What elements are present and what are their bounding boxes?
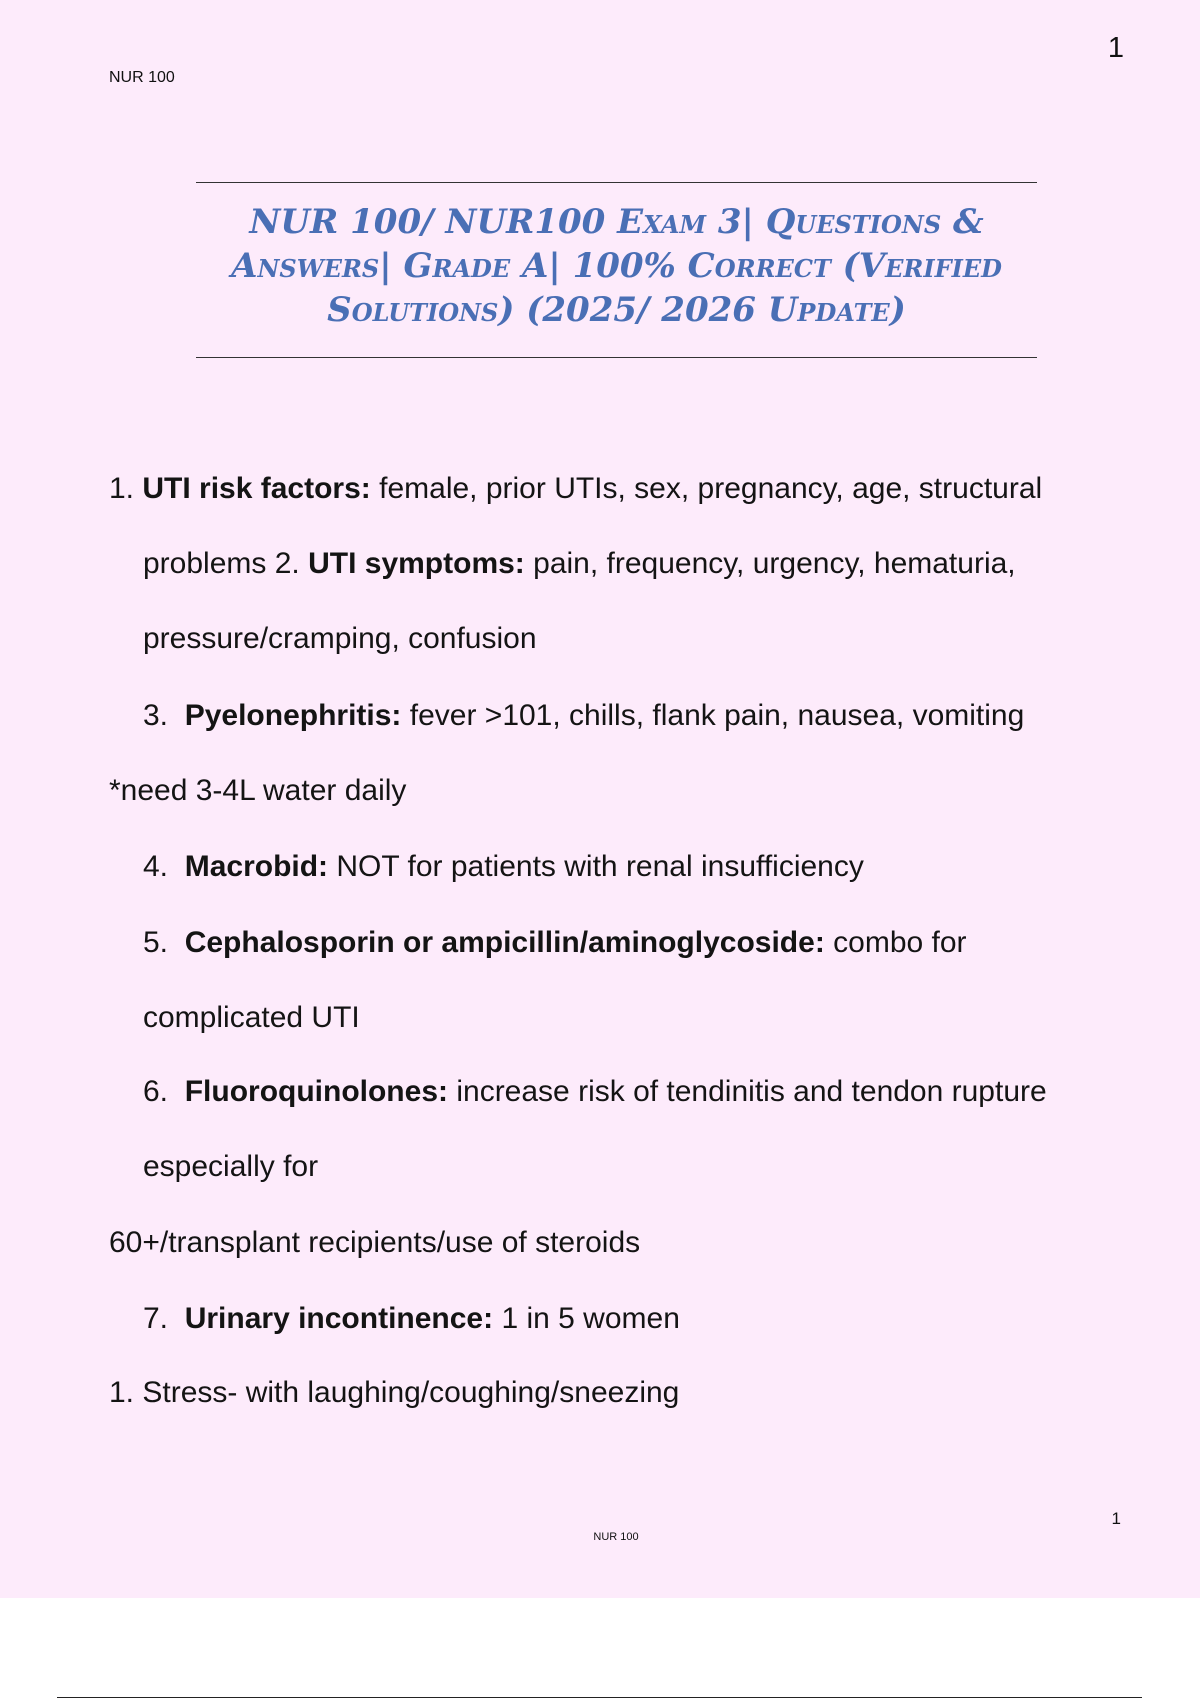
running-header: NUR 100 — [109, 69, 175, 86]
title-line-3: Solutions) (2025/ 2026 Update) — [327, 290, 906, 330]
item-7-term: Urinary incontinence: — [184, 1302, 494, 1335]
next-page-rule — [57, 1697, 1142, 1698]
title-line-1: NUR 100/ NUR100 Exam 3| Questions & — [249, 202, 984, 242]
list-item-6 — [143, 1075, 1047, 1109]
item-7-text: 1 in 5 women — [501, 1302, 680, 1335]
document-title — [196, 200, 1037, 332]
item-6-note: 60+/transplant recipients/use of steroids — [109, 1226, 641, 1259]
item-3-note: *need 3-4L water daily — [109, 774, 407, 807]
item-1-text: female, prior UTIs, sex, pregnancy, age, structural — [379, 472, 1043, 505]
item-6-cont: especially for — [143, 1150, 319, 1183]
item-3-number: 3. — [143, 699, 169, 732]
item-3-term: Pyelonephritis: — [184, 699, 402, 732]
item-5-cont: complicated UTI — [143, 1001, 360, 1034]
list-item-5 — [143, 926, 967, 960]
item-6-text: increase risk of tendinitis and tendon rupture — [456, 1075, 1047, 1108]
item-2-term: UTI symptoms: — [308, 547, 525, 580]
title-rule-bottom — [196, 357, 1037, 358]
list-item-2-continuation — [143, 622, 537, 656]
item-1-term: UTI risk factors: — [142, 472, 371, 505]
item-7-number: 7. — [143, 1302, 169, 1335]
item-2-cont: pressure/cramping, confusion — [143, 622, 537, 655]
item-6-term: Fluoroquinolones: — [184, 1075, 448, 1108]
item-1-cont: problems 2. — [143, 547, 300, 580]
running-footer: NUR 100 — [593, 1531, 639, 1543]
item-6-number: 6. — [143, 1075, 169, 1108]
item-5-number: 5. — [143, 926, 169, 959]
item-1-number: 1. — [109, 472, 135, 505]
item-4-term: Macrobid: — [184, 850, 329, 883]
title-line-2: Answers| Grade A| 100% Correct (Verified — [231, 246, 1002, 286]
sub-item-1: 1. Stress- with laughing/coughing/sneezing — [109, 1376, 680, 1409]
item-4-text: NOT for patients with renal insufficiency — [336, 850, 864, 883]
list-item-1 — [109, 472, 1042, 506]
item-2-text: pain, frequency, urgency, hematuria, — [533, 547, 1016, 580]
page-number-header: 1 — [1107, 32, 1124, 64]
page-number-footer: 1 — [1111, 1509, 1121, 1528]
item-3-text: fever >101, chills, flank pain, nausea, vomiting — [409, 699, 1025, 732]
item-5-text: combo for — [833, 926, 967, 959]
title-rule-top — [196, 182, 1037, 183]
list-item-1-continuation — [143, 547, 1016, 581]
item-5-term: Cephalosporin or ampicillin/aminoglycoside: — [184, 926, 825, 959]
item-4-number: 4. — [143, 850, 169, 883]
list-item-3 — [143, 699, 1024, 733]
list-item-7 — [143, 1302, 680, 1336]
list-item-4 — [143, 850, 864, 884]
